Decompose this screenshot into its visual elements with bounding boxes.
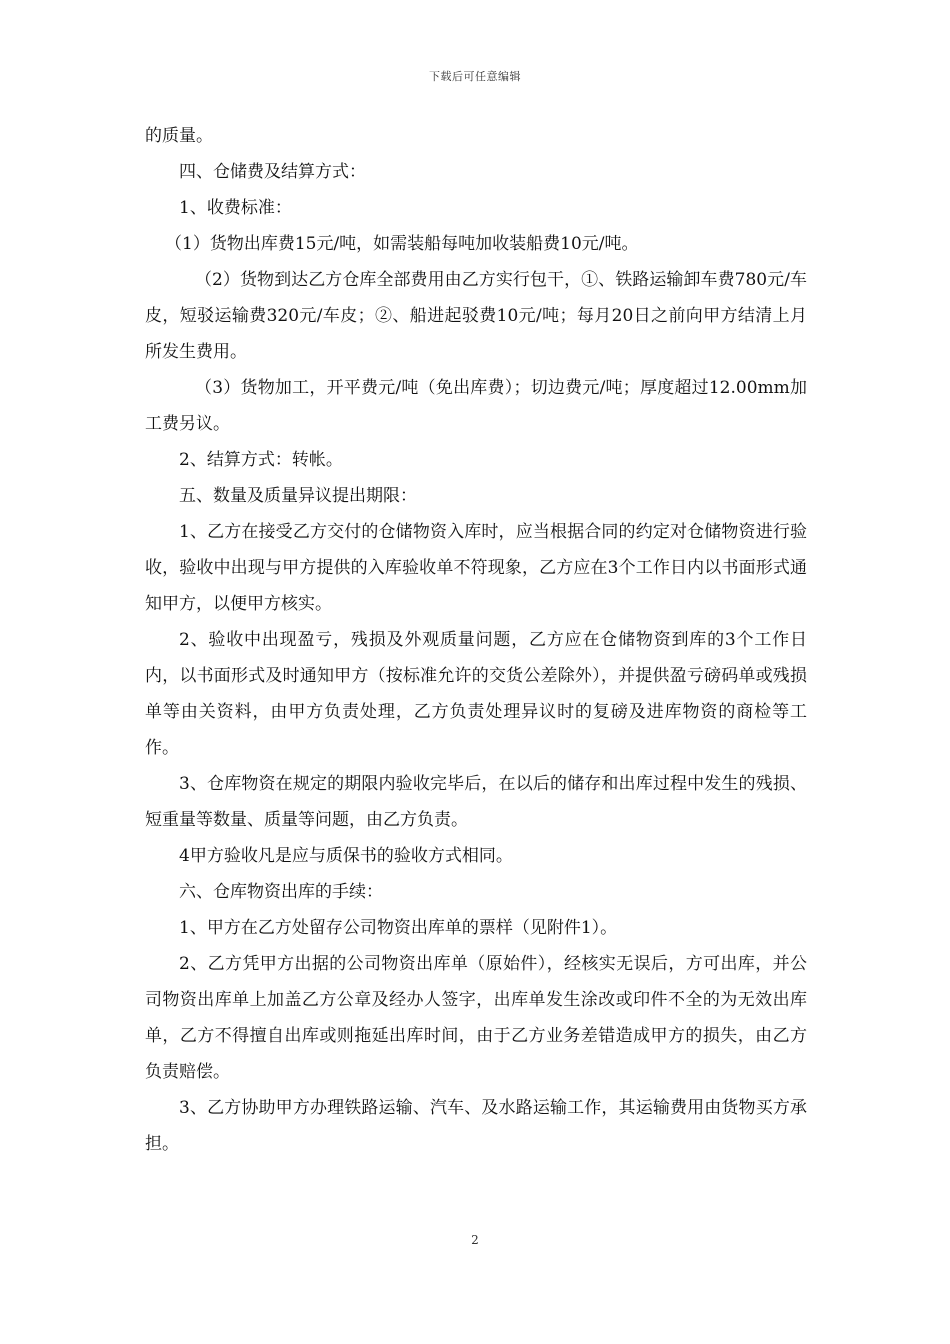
- section-heading: 四、仓储费及结算方式：: [179, 162, 366, 182]
- paragraph: 3、仓库物资在规定的期限内验收完毕后，在以后的储存和出库过程中发生的残损、短重量等数量、质量等问题，由乙方负责。: [145, 774, 807, 830]
- section-heading: 五、数量及质量异议提出期限：: [179, 486, 417, 506]
- paragraph: 2、结算方式：转帐。: [179, 450, 343, 470]
- paragraph: 1、乙方在接受乙方交付的仓储物资入库时，应当根据合同的约定对仓储物资进行验收，验收中出现与甲方提供的入库验收单不符现象，乙方应在3个工作日内以书面形式通知甲方，以便甲方核实。: [145, 522, 807, 614]
- paragraph: 2、验收中出现盈亏，残损及外观质量问题，乙方应在仓储物资到库的3个工作日内，以书面形式及时通知甲方（按标准允许的交货公差除外），并提供盈亏磅码单或残损单等由关资料，由甲方负责处理，乙方负责处理异议时的复磅及进库物资的商检等工作。: [145, 630, 807, 758]
- paragraph: （3）货物加工，开平费元/吨（免出库费）；切边费元/吨；厚度超过12.00mm加工费另议。: [145, 378, 807, 434]
- paragraph: 4甲方验收凡是应与质保书的验收方式相同。: [179, 846, 513, 866]
- paragraph: （2）货物到达乙方仓库全部费用由乙方实行包干，①、铁路运输卸车费780元/车皮，短驳运输费320元/车皮；②、船进起驳费10元/吨；每月20日之前向甲方结清上月所发生费用。: [145, 270, 807, 362]
- page-number: 2: [471, 1233, 479, 1247]
- section-heading: 六、仓库物资出库的手续：: [179, 882, 383, 902]
- page-header: 下载后可任意编辑: [429, 70, 521, 83]
- paragraph: （1）货物出库费15元/吨，如需装船每吨加收装船费10元/吨。: [165, 234, 639, 254]
- paragraph: 的质量。: [145, 126, 213, 146]
- paragraph: 1、甲方在乙方处留存公司物资出库单的票样（见附件1）。: [179, 918, 618, 938]
- document-body: [145, 118, 807, 1162]
- paragraph: 1、收费标准：: [179, 198, 292, 218]
- paragraph: 2、乙方凭甲方出据的公司物资出库单（原始件），经核实无误后，方可出库，并公司物资出库单上加盖乙方公章及经办人签字，出库单发生涂改或印件不全的为无效出库单，乙方不得擅自出库或则拖延出库时间，由于乙方业务差错造成甲方的损失，由乙方负责赔偿。: [145, 954, 807, 1082]
- paragraph: 3、乙方协助甲方办理铁路运输、汽车、及水路运输工作，其运输费用由货物买方承担。: [145, 1098, 807, 1154]
